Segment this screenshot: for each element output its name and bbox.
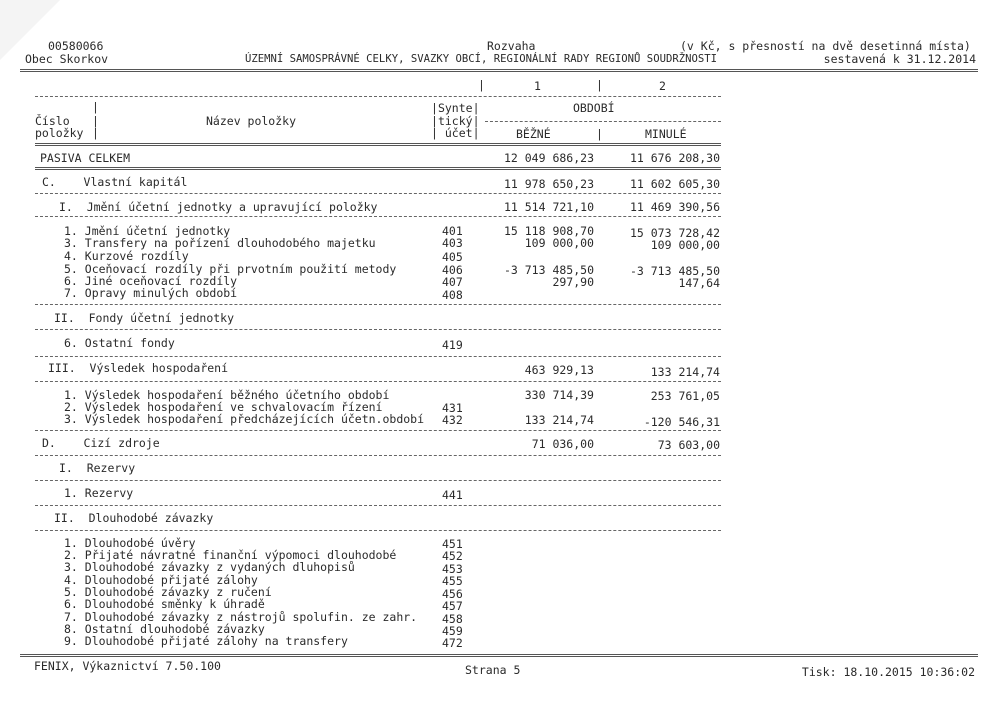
row-account: 472 bbox=[442, 636, 463, 650]
row-account: 406 bbox=[442, 263, 463, 277]
row-minule: 11 676 208,30 bbox=[629, 151, 720, 165]
header-ucet: účet bbox=[444, 126, 473, 140]
row-bezne: 12 049 686,23 bbox=[503, 151, 594, 165]
row-label: 9. Dlouhodobé přijaté zálohy na transfery bbox=[64, 634, 348, 648]
row-account: 419 bbox=[442, 338, 463, 352]
row-account: 458 bbox=[442, 612, 463, 626]
header-rule bbox=[20, 69, 978, 72]
row-bezne: 11 514 721,10 bbox=[503, 200, 594, 214]
row-account: 457 bbox=[442, 599, 463, 613]
row-label: D. Cizí zdroje bbox=[42, 436, 160, 450]
document-subtitle: ÚZEMNÍ SAMOSPRÁVNÉ CELKY, SVAZKY OBCÍ, REGIONÁLNÍ RADY REGIONŮ SOUDRŽNOSTI bbox=[245, 53, 717, 65]
rule bbox=[35, 381, 721, 382]
row-minule: -3 713 485,50 bbox=[629, 264, 720, 278]
row-minule: -120 546,31 bbox=[643, 415, 720, 429]
col-sep: | bbox=[596, 78, 603, 92]
column-top-rule bbox=[35, 96, 721, 97]
footer-rule bbox=[20, 654, 978, 657]
col-sep: | bbox=[92, 126, 99, 140]
row-label: 4. Kurzové rozdíly bbox=[64, 249, 189, 263]
column-number-1: 1 bbox=[534, 79, 541, 93]
row-account: 407 bbox=[442, 275, 463, 289]
rule bbox=[35, 455, 721, 456]
units-note: (v Kč, s přesností na dvě desetinná místa) bbox=[680, 39, 971, 53]
row-account: 403 bbox=[442, 236, 463, 250]
row-minule: 133 214,74 bbox=[650, 365, 720, 379]
rule bbox=[35, 304, 721, 305]
row-bezne: 109 000,00 bbox=[524, 236, 594, 250]
row-bezne: -3 713 485,50 bbox=[503, 263, 594, 277]
header-minule: MINULÉ bbox=[645, 127, 687, 141]
row-account: 455 bbox=[442, 574, 463, 588]
row-bezne: 15 118 908,70 bbox=[503, 224, 594, 238]
row-label: 3. Dlouhodobé závazky z vydaných dluhopisů bbox=[64, 560, 355, 574]
row-label: 2. Přijaté návratné finanční výpomoci dlouhodobé bbox=[64, 548, 397, 562]
row-label: PASIVA CELKEM bbox=[40, 151, 131, 165]
row-minule: 253 761,05 bbox=[650, 389, 720, 403]
header-synte: Synte bbox=[437, 101, 473, 115]
row-bezne: 330 714,39 bbox=[524, 388, 594, 402]
row-bezne: 463 929,13 bbox=[524, 363, 594, 377]
row-label: I. Jmění účetní jednotky a upravující položky bbox=[59, 200, 378, 214]
col-sep: | bbox=[92, 100, 99, 114]
row-label: 6. Ostatní fondy bbox=[64, 336, 175, 350]
column-number-2: 2 bbox=[659, 79, 666, 93]
row-account: 405 bbox=[442, 250, 463, 264]
row-label: II. Dlouhodobé závazky bbox=[54, 511, 214, 525]
row-account: 459 bbox=[442, 624, 463, 638]
rule bbox=[35, 505, 721, 506]
row-account: 441 bbox=[442, 488, 463, 502]
row-account: 452 bbox=[442, 549, 463, 563]
rule bbox=[35, 193, 721, 194]
row-minule: 109 000,00 bbox=[650, 238, 720, 252]
obdobi-rule bbox=[485, 121, 721, 122]
document-title: Rozvaha bbox=[487, 39, 536, 53]
row-label: 1. Výsledek hospodaření běžného účetního období bbox=[64, 388, 390, 402]
row-label: 2. Výsledek hospodaření ve schvalovacím řízení bbox=[64, 400, 383, 414]
row-label: III. Výsledek hospodaření bbox=[48, 361, 229, 375]
row-account: 453 bbox=[442, 562, 463, 576]
row-label: I. Rezervy bbox=[59, 461, 136, 475]
row-account: 451 bbox=[442, 537, 463, 551]
row-label: 7. Dlouhodobé závazky z nástrojů spolufin. ze zahr. bbox=[64, 610, 418, 624]
row-bezne: 11 978 650,23 bbox=[503, 177, 594, 191]
row-bezne: 71 036,00 bbox=[531, 437, 594, 451]
row-label: 5. Oceňovací rozdíly při prvotním použití metody bbox=[64, 262, 397, 276]
row-minule: 15 073 728,42 bbox=[629, 226, 720, 240]
header-obdobi: OBDOBÍ bbox=[573, 101, 615, 115]
row-label: 3. Transfery na pořízení dlouhodobého majetku bbox=[64, 236, 376, 250]
row-label: 1. Rezervy bbox=[64, 486, 134, 500]
print-timestamp: Tisk: 18.10.2015 10:36:02 bbox=[801, 665, 975, 679]
rule bbox=[35, 216, 721, 217]
rule bbox=[35, 480, 721, 481]
header-ticky: tický bbox=[437, 114, 473, 128]
row-account: 401 bbox=[442, 224, 463, 238]
row-account: 431 bbox=[442, 401, 463, 415]
row-minule: 11 469 390,56 bbox=[629, 200, 720, 214]
row-label: C. Vlastní kapitál bbox=[42, 175, 188, 189]
rule bbox=[35, 430, 721, 431]
row-label: 6. Dlouhodobé směnky k úhradě bbox=[64, 597, 265, 611]
rule bbox=[35, 167, 721, 170]
ico-number: 00580066 bbox=[48, 39, 104, 53]
header-polozky: položky bbox=[35, 126, 84, 140]
row-label: 5. Dlouhodobé závazky z ručení bbox=[64, 585, 272, 599]
municipality-name: Obec Skorkov bbox=[25, 52, 109, 66]
rule bbox=[35, 530, 721, 531]
col-sep: | bbox=[596, 127, 603, 141]
row-label: 6. Jiné oceňovací rozdíly bbox=[64, 274, 238, 288]
page-number: Strana 5 bbox=[465, 663, 521, 677]
row-account: 432 bbox=[442, 413, 463, 427]
row-minule: 73 603,00 bbox=[657, 438, 720, 452]
header-cislo: Číslo bbox=[35, 114, 70, 128]
row-minule: 11 602 605,30 bbox=[629, 177, 720, 191]
row-label: II. Fondy účetní jednotky bbox=[54, 311, 235, 325]
rule bbox=[35, 356, 721, 357]
row-label: 4. Dlouhodobé přijaté zálohy bbox=[64, 573, 258, 587]
row-label: 8. Ostatní dlouhodobé závazky bbox=[64, 622, 265, 636]
row-bezne: 297,90 bbox=[552, 275, 594, 289]
report-date: sestavená k 31.12.2014 bbox=[823, 52, 976, 66]
column-header-rule bbox=[35, 143, 721, 146]
col-sep: | bbox=[92, 114, 99, 128]
row-bezne: 133 214,74 bbox=[524, 413, 594, 427]
row-minule: 147,64 bbox=[678, 276, 720, 290]
row-label: 7. Opravy minulých období bbox=[64, 286, 238, 300]
row-label: 1. Jmění účetní jednotky bbox=[64, 224, 231, 238]
row-account: 456 bbox=[442, 587, 463, 601]
row-label: 1. Dlouhodobé úvěry bbox=[64, 536, 196, 550]
software-version: FENIX, Výkaznictví 7.50.100 bbox=[34, 659, 221, 673]
rule bbox=[35, 329, 721, 330]
header-nazev: Název položky bbox=[206, 114, 297, 128]
row-label: 3. Výsledek hospodaření předcházejících účetn.období bbox=[64, 412, 425, 426]
col-sep: | bbox=[478, 78, 485, 92]
header-bezne: BĚŽNÉ bbox=[516, 127, 551, 141]
row-account: 408 bbox=[442, 288, 463, 302]
